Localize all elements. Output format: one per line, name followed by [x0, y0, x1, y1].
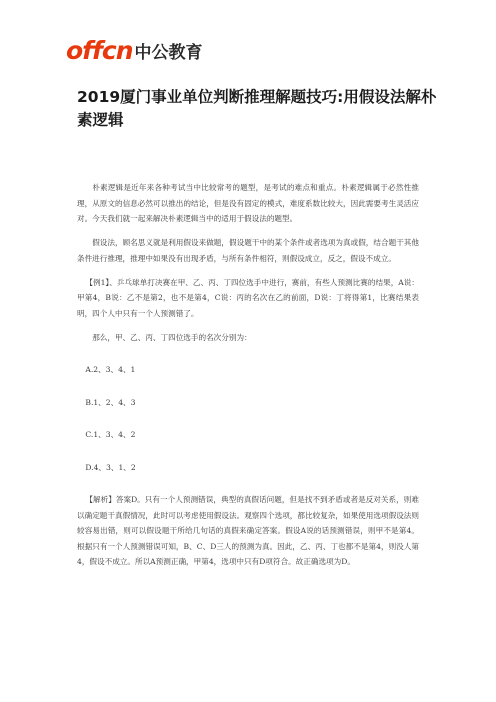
definition-paragraph: 假设法，顾名思义就是利用假设来做题，假设题干中的某个条件或者选项为真或假，结合题干其他条件进行推理，推理中如果没有出现矛盾，与所有条件相符，则假设成立，反之，假设不成立。	[77, 238, 419, 263]
option-b: B.1、2、4、3	[85, 397, 136, 407]
offcn-logo	[66, 36, 203, 64]
example-paragraph: 【例1】、乒乓球单打决赛在甲、乙、丙、丁四位选手中进行，赛前，有些人预测比赛的结果，A说：甲第4，B说：乙不是第2，也不是第4，C说：丙的名次在乙的前面，D说：丁将得第1，比赛结果表明，四个人中只有一个人预测错了。	[77, 277, 419, 318]
logo-chinese-text: 中公教育	[134, 43, 203, 63]
analysis-paragraph: 【解析】答案D。只有一个人预测错误，典型的真假话问题，但是找不到矛盾或者是反对关系，则难以确定题干真假情况，此时可以考虑使用假设法。观察四个选项，都比较复杂，如果使用选项假设法则较容易出错，则可以假设题干所给几句话的真假来确定答案。假设A说的话预测错误，则甲不是第4。根据只有一个人预测错误可知，B、C、D三人的预测为真。因此，乙、丙、丁也都不是第4，则没人第4，假设不成立。所以A预测正确，甲第4，选项中只有D项符合。故正确选项为D。	[77, 495, 419, 566]
article-body	[77, 180, 419, 578]
intro-paragraph: 朴素逻辑是近年来各种考试当中比较常考的题型，是考试的难点和重点。朴素逻辑属于必然性推理，从原文的信息必然可以推出的结论，但是没有固定的模式，难度系数比较大，因此需要考生灵活应对。今天我们就一起来解决朴素逻辑当中的适用于假设法的题型。	[77, 183, 419, 223]
article-title: 2019厦门事业单位判断推理解题技巧:用假设法解朴素逻辑	[77, 88, 437, 129]
question-paragraph: 那么，甲、乙、丙、丁四位选手的名次分别为：	[92, 332, 252, 342]
option-d: D.4、3、1、2	[85, 462, 136, 472]
option-c: C.1、3、4、2	[85, 430, 136, 439]
option-a: A.2、3、4、1	[85, 365, 136, 374]
logo-latin-text: offcn	[66, 36, 133, 65]
